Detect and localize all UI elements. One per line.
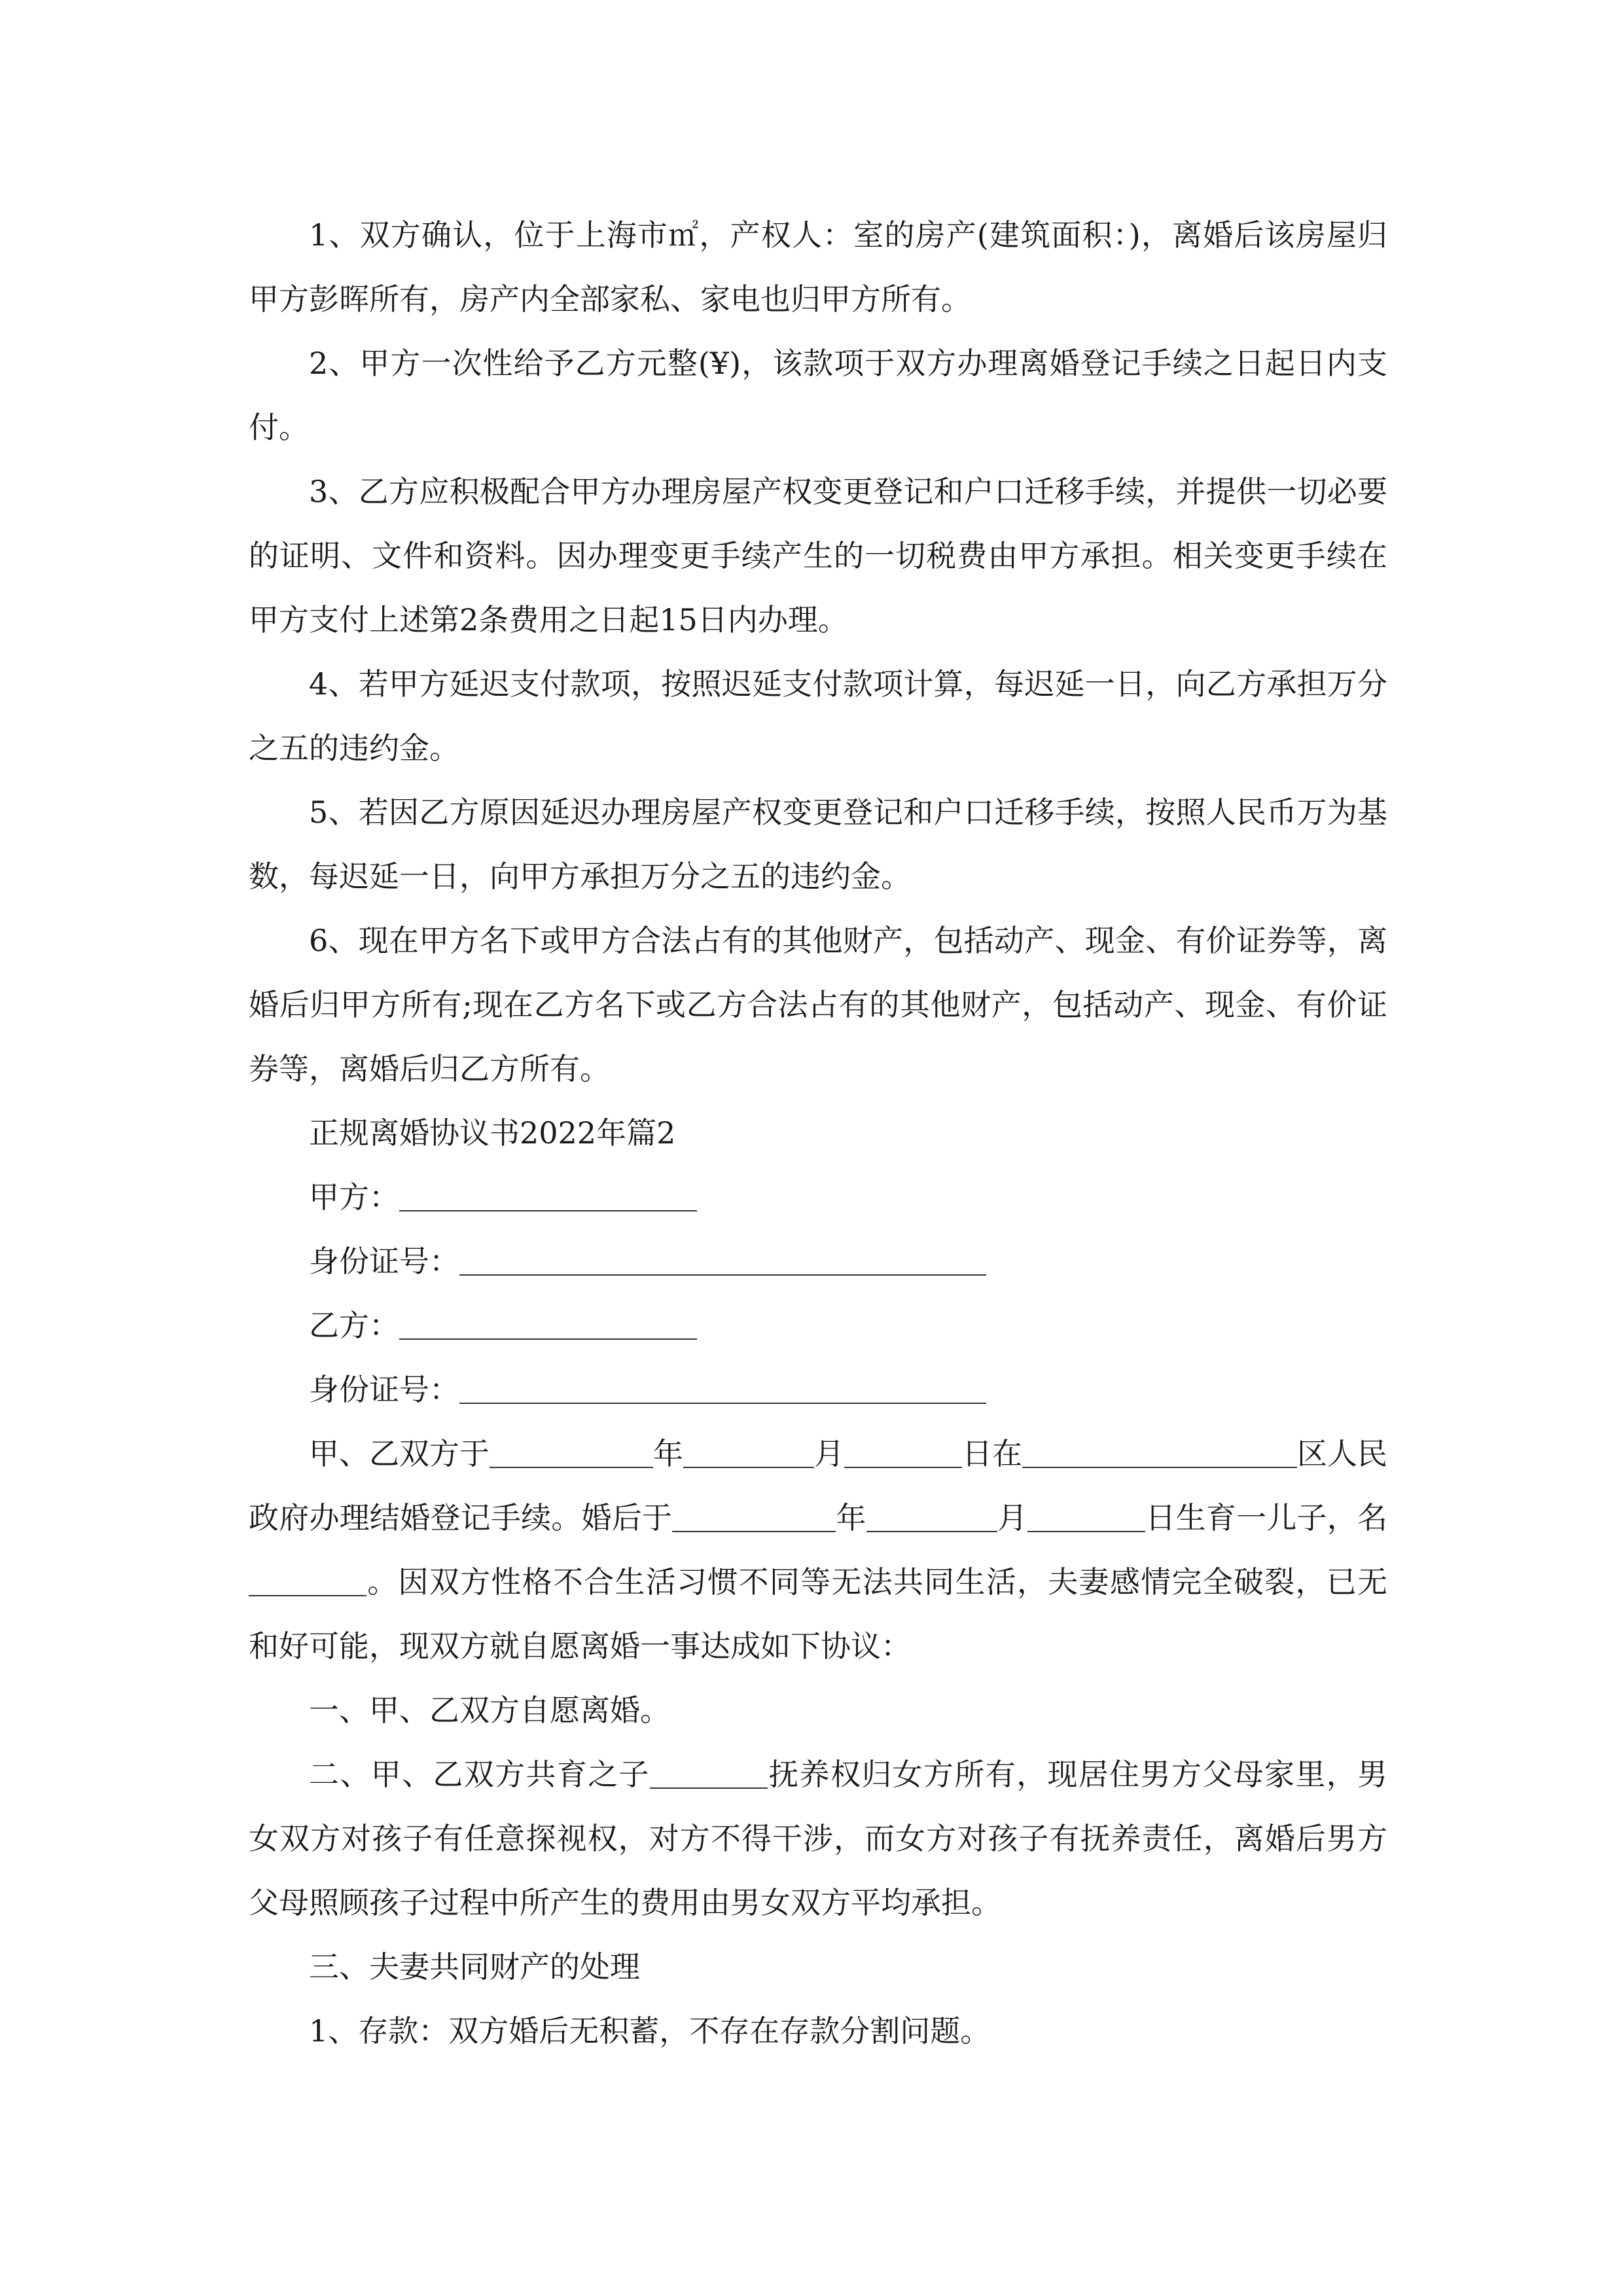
id-a-blank — [459, 1244, 986, 1276]
field-party-a — [249, 1165, 1387, 1229]
district-blank — [1022, 1437, 1297, 1468]
marriage-text-6: 年 — [836, 1500, 866, 1535]
marriage-year-blank — [490, 1437, 653, 1468]
section-title-part2: 正规离婚协议书2022年篇2 — [309, 1115, 676, 1151]
paragraph-one-time-payment: 2、甲方一次性给予乙方元整(¥)，该款项于双方办理离婚登记手续之日起日内支付。 — [249, 346, 1387, 445]
party-a-label: 甲方： — [309, 1179, 399, 1215]
son-name-blank — [249, 1565, 366, 1596]
clause-joint-property: 三、夫妻共同财产的处理 — [309, 1949, 640, 1984]
marriage-text-1: 甲、乙双方于 — [309, 1436, 490, 1471]
clause-voluntary-divorce: 一、甲、乙双方自愿离婚。 — [309, 1693, 670, 1728]
marriage-day-blank — [844, 1437, 962, 1468]
child-name-blank — [650, 1757, 768, 1789]
party-b-blank — [399, 1308, 697, 1340]
clause-savings: 1、存款：双方婚后无积蓄，不存在存款分割问题。 — [309, 2013, 991, 2049]
marriage-text-5: 区人民政府办理结婚登记手续。婚后于 — [249, 1436, 1387, 1535]
custody-text-2: 抚养权归女方所有，现居住男方父母家里，男女双方对孩子有任意探视权，对方不得干涉，而女方对孩子有抚养责任，离婚后男方父母照顾孩子过程中所产生的费用由男女双方平均承担。 — [249, 1757, 1388, 1920]
marriage-text-3: 月 — [814, 1436, 844, 1471]
marriage-month-blank — [683, 1437, 814, 1468]
field-id-b — [249, 1357, 1387, 1422]
birth-month-blank — [866, 1501, 997, 1532]
field-id-a — [249, 1229, 1387, 1293]
id-b-blank — [459, 1372, 986, 1404]
marriage-text-7: 月 — [997, 1500, 1028, 1535]
marriage-text-2: 年 — [653, 1436, 683, 1471]
paragraph-late-payment-penalty: 4、若甲方延迟支付款项，按照迟延支付款项计算，每迟延一日，向乙方承担万分之五的违约金。 — [249, 666, 1387, 766]
custody-text-1: 二、甲、乙双方共育之子 — [309, 1757, 650, 1792]
party-b-label: 乙方： — [309, 1308, 399, 1343]
marriage-text-9: 。因双方性格不合生活习惯不同等无法共同生活，夫妻感情完全破裂，已无和好可能，现双方就自愿离婚一事达成如下协议： — [249, 1564, 1387, 1664]
id-a-label: 身份证号： — [309, 1244, 459, 1279]
clause-child-custody — [249, 1742, 1387, 1935]
party-a-blank — [399, 1180, 697, 1211]
paragraph-other-property: 6、现在甲方名下或甲方合法占有的其他财产，包括动产、现金、有价证券等，离婚后归甲方所有;现在乙方名下或乙方合法占有的其他财产，包括动产、现金、有价证券等，离婚后归乙方所有。 — [249, 923, 1387, 1086]
birth-year-blank — [672, 1501, 836, 1532]
marriage-text-4: 日在 — [962, 1436, 1022, 1471]
paragraph-property-house: 1、双方确认，位于上海市㎡，产权人：室的房产(建筑面积：)，离婚后该房屋归甲方彭晖所有，房产内全部家私、家电也归甲方所有。 — [249, 217, 1387, 317]
paragraph-marriage-registration — [249, 1422, 1387, 1678]
birth-day-blank — [1027, 1501, 1145, 1532]
id-b-label: 身份证号： — [309, 1372, 459, 1407]
paragraph-delay-penalty: 5、若因乙方原因延迟办理房屋产权变更登记和户口迁移手续，按照人民币万为基数，每迟延一日，向甲方承担万分之五的违约金。 — [249, 795, 1387, 894]
paragraph-transfer-procedures: 3、乙方应积极配合甲方办理房屋产权变更登记和户口迁移手续，并提供一切必要的证明、文件和资料。因办理变更手续产生的一切税费由甲方承担。相关变更手续在甲方支付上述第2条费用之日起15日内办理。 — [249, 474, 1387, 637]
document-body — [249, 203, 1387, 2063]
field-party-b — [249, 1293, 1387, 1357]
marriage-text-8: 日生育一儿子，名 — [1145, 1500, 1388, 1535]
